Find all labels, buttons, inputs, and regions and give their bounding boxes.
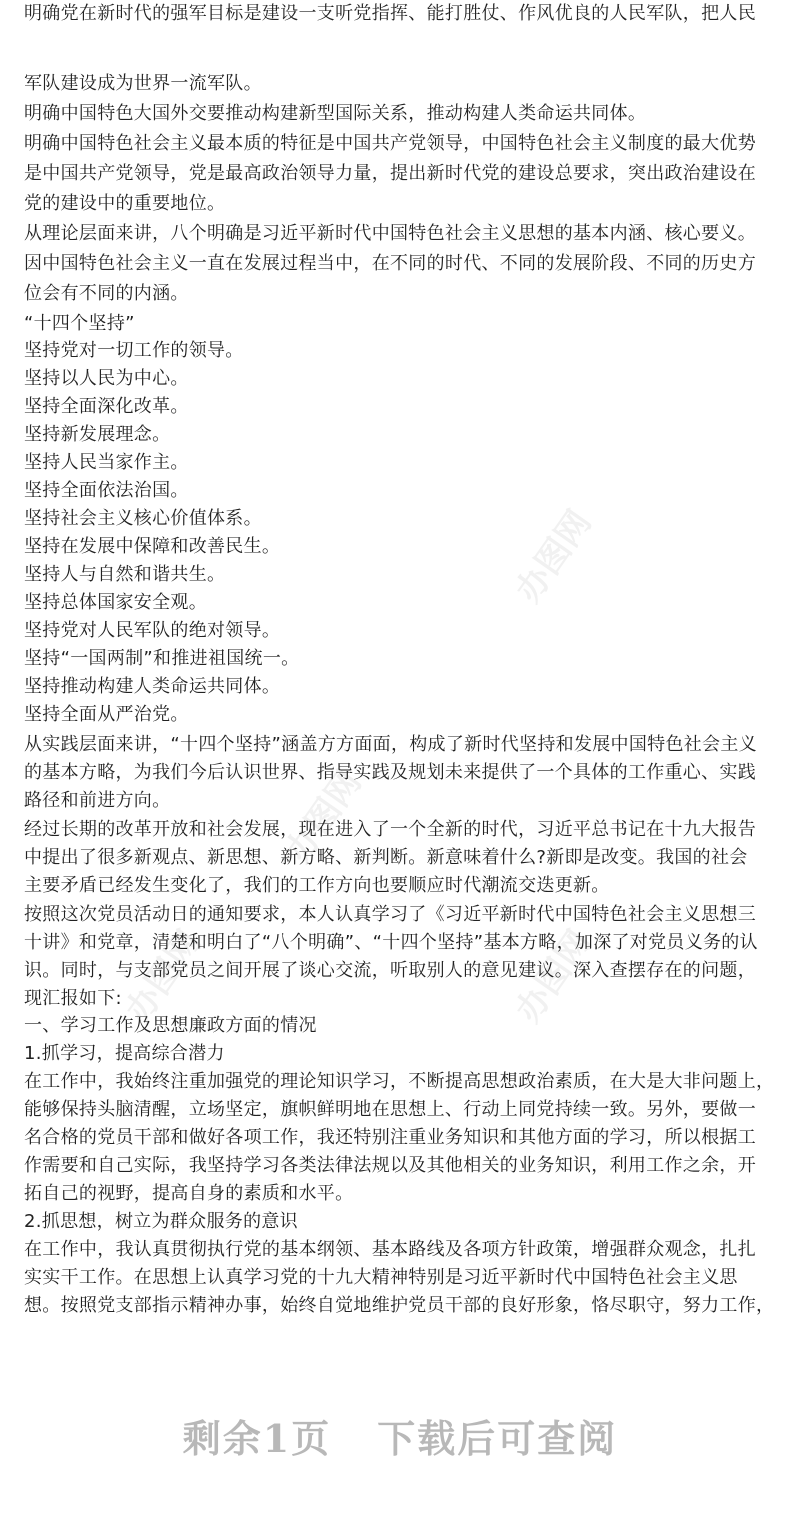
text-line: 作需要和自己实际，我坚持学习各类法律法规以及其他相关的业务知识，利用工作之余，开 xyxy=(24,1155,756,1176)
remaining-pages-label: 剩余1页 xyxy=(182,1416,332,1461)
text-line: 现汇报如下: xyxy=(24,988,122,1009)
text-line: 坚持全面从严治党。 xyxy=(24,704,189,725)
text-line: 路径和前进方向。 xyxy=(24,790,171,811)
text-line: 一、学习工作及思想廉政方面的情况 xyxy=(24,1015,317,1036)
text-line: 坚持在发展中保障和改善民生。 xyxy=(24,536,281,557)
text-line: 1.抓学习，提高综合潜力 xyxy=(24,1043,225,1064)
text-line: 是中国共产党领导，党是最高政治领导力量，提出新时代党的建设总要求，突出政治建设在 xyxy=(24,163,756,184)
watermark: 办图网 xyxy=(508,503,600,610)
watermark: 办图网 xyxy=(508,923,600,1030)
text-line: 坚持党对人民军队的绝对领导。 xyxy=(24,620,281,641)
text-line: 能够保持头脑清醒，立场坚定，旗帜鲜明地在思想上、行动上同党持续一致。另外，要做一 xyxy=(24,1099,756,1120)
text-line: 坚持以人民为中心。 xyxy=(24,368,189,389)
download-prompt[interactable] xyxy=(0,1408,800,1468)
text-line: 明确中国特色大国外交要推动构建新型国际关系，推动构建人类命运共同体。 xyxy=(24,103,647,124)
text-line: 在工作中，我认真贯彻执行党的基本纲领、基本路线及各项方针政策，增强群众观念，扎扎 xyxy=(24,1239,756,1260)
text-line: 坚持推动构建人类命运共同体。 xyxy=(24,676,281,697)
text-line: 名合格的党员干部和做好各项工作，我还特别注重业务知识和其他方面的学习，所以根据工 xyxy=(24,1127,756,1148)
text-line: 坚持人民当家作主。 xyxy=(24,452,189,473)
text-line: 在工作中，我始终注重加强党的理论知识学习，不断提高思想政治素质，在大是大非问题上， xyxy=(24,1071,775,1092)
text-line: 位会有不同的内涵。 xyxy=(24,283,189,304)
watermark: 办图网 xyxy=(118,923,210,1030)
text-line: 党的建设中的重要地位。 xyxy=(24,193,226,214)
text-line: 明确中国特色社会主义最本质的特征是中国共产党领导，中国特色社会主义制度的最大优势 xyxy=(24,133,756,154)
text-line: 坚持新发展理念。 xyxy=(24,424,171,445)
text-line: 经过长期的改革开放和社会发展，现在进入了一个全新的时代，习近平总书记在十九大报告 xyxy=(24,819,756,840)
text-line: 主要矛盾已经发生变化了，我们的工作方向也要顺应时代潮流交迭更新。 xyxy=(24,875,610,896)
text-line: 坚持总体国家安全观。 xyxy=(24,592,207,613)
text-line: 拓自己的视野，提高自身的素质和水平。 xyxy=(24,1183,354,1204)
text-line: 军队建设成为世界一流军队。 xyxy=(24,73,262,94)
text-line: 坚持全面依法治国。 xyxy=(24,480,189,501)
text-line: 从实践层面来讲，“十四个坚持”涵盖方方面面，构成了新时代坚持和发展中国特色社会主义 xyxy=(24,734,757,755)
text-line: 坚持党对一切工作的领导。 xyxy=(24,340,244,361)
text-line: 十讲》和党章，清楚和明白了“八个明确”、“十四个坚持”基本方略，加深了对党员义务的认 xyxy=(24,932,758,953)
text-line: 因中国特色社会主义一直在发展过程当中，在不同的时代、不同的发展阶段、不同的历史方 xyxy=(24,253,756,274)
text-line: 中提出了很多新观点、新思想、新方略、新判断。新意味着什么?新即是改变。我国的社会 xyxy=(24,847,748,868)
text-line: 想。按照党支部指示精神办事，始终自觉地维护党员干部的良好形象，恪尽职守，努力工作， xyxy=(24,1295,775,1316)
text-line: 的基本方略，为我们今后认识世界、指导实践及规划未来提供了一个具体的工作重心、实践 xyxy=(24,762,756,783)
text-line: 坚持全面深化改革。 xyxy=(24,396,189,417)
text-line: 明确党在新时代的强军目标是建设一支听党指挥、能打胜仗、作风优良的人民军队，把人民 xyxy=(24,3,756,24)
text-line: 按照这次党员活动日的通知要求，本人认真学习了《习近平新时代中国特色社会主义思想三 xyxy=(24,904,756,925)
download-to-view-label: 下载后可查阅 xyxy=(377,1416,618,1461)
text-line: 2.抓思想，树立为群众服务的意识 xyxy=(24,1211,298,1232)
text-line: 从理论层面来讲，八个明确是习近平新时代中国特色社会主义思想的基本内涵、核心要义。 xyxy=(24,223,756,244)
text-line: 坚持社会主义核心价值体系。 xyxy=(24,508,262,529)
watermark: 办图网 xyxy=(278,763,370,870)
text-line: 识。同时，与支部党员之间开展了谈心交流，听取别人的意见建议。深入查摆存在的问题， xyxy=(24,960,756,981)
text-line: 实实干工作。在思想上认真学习党的十九大精神特别是习近平新时代中国特色社会主义思 xyxy=(24,1267,738,1288)
text-line: 坚持“一国两制”和推进祖国统一。 xyxy=(24,648,300,669)
text-line: “十四个坚持” xyxy=(24,313,135,334)
text-line: 坚持人与自然和谐共生。 xyxy=(24,564,226,585)
